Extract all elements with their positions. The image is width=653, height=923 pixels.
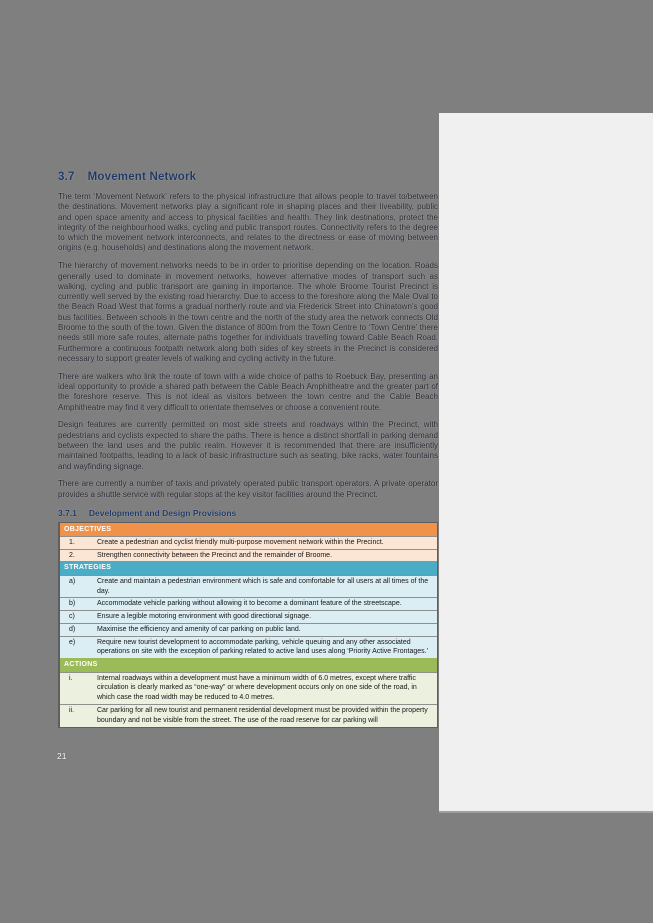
row-number: ii.	[69, 706, 75, 714]
subsection-number: 3.7.1	[58, 507, 77, 518]
provisions-table	[58, 522, 438, 728]
row-text: Car parking for all new tourist and permanent residential development must be provided within the property boundary and not be visible from the street. The use of the road reserve for car parking will	[97, 706, 428, 724]
table-row	[60, 672, 437, 704]
table-row	[60, 575, 437, 598]
paragraph: There are currently a number of taxis and privately operated public transport operators. A private operator provides a shuttle service with regular stops at the key visitor facilities around the Precinct.	[58, 479, 438, 499]
row-text: Require new tourist development to accommodate parking, vehicle queuing and any other associated operations on site with the exception of parking related to active land uses along ‘Priority Active Frontages.’	[97, 638, 429, 656]
table-row	[60, 623, 437, 636]
row-number: 2.	[69, 551, 75, 559]
subsection-heading	[58, 508, 438, 518]
row-number: e)	[69, 638, 76, 646]
section-number: 3.7	[58, 171, 75, 183]
paragraph: The hierarchy of movement networks needs to be in order to prioritise depending on the location. Roads generally used to dominate in movement networks, however alternative modes of transport such as walking, cycling and public transport are gaining in importance. The whole Broome Tourist Precinct is currently well served by the existing road hierarchy. Due to access to the foreshore along the Male Oval to the Beach Road West that forms a gradual northerly route and via Frederick Street into Chinatown’s good bus facilities. Between schools in the town centre and the north of the study area the network connects Old Broome to the south of the town. Given the distance of 800m from the Town Centre to ‘Town Centre’ there needs still more safe routes, alternate paths together for individuals travelling toward Cable Beach Road. Furthermore a continuous footpath network along both sides of key streets in the Precinct is considered necessary to support greater levels of walking and cycling activity in the future.	[58, 261, 438, 363]
row-text: Create a pedestrian and cyclist friendly multi-purpose movement network within the Precinct.	[97, 538, 384, 546]
row-number: i.	[69, 674, 73, 682]
document-page-content	[58, 171, 438, 728]
row-text: Maximise the efficiency and amenity of car parking on public land.	[97, 625, 301, 633]
paragraph: There are walkers who link the route of town with a wide choice of paths to Roebuck Bay, presenting an ideal opportunity to provide a shared path between the Cable Beach Amphitheatre and the greater part of the foreshore reserve. This is not ideal as visitors between the town centre and the Cable Beach Amphitheatre may find it very difficult to orientate themselves or choose a convenient route.	[58, 371, 438, 412]
subsection-title: Development and Design Provisions	[88, 507, 237, 518]
row-number: 1.	[69, 538, 75, 546]
row-text: Strengthen connectivity between the Precinct and the remainder of Broome.	[97, 551, 333, 559]
table-header-strategies: STRATEGIES	[60, 561, 437, 574]
paragraph: The term ‘Movement Network’ refers to the physical infrastructure that allows people to travel to/between the destinations. Movement networks play a significant role in shaping places and their liveability, public and open space amenity and access to physical facilities and health. They link destinations, protect the integrity of the neighbourhood walks, cycling and public transport routes. Connectivity refers to the degree to which the movement network interconnects, and relates to the directness or ease of moving between origins (e.g. households) and destinations along the movement network.	[58, 192, 438, 253]
blank-panel	[439, 113, 653, 811]
table-row	[60, 549, 437, 562]
row-text: Accommodate vehicle parking without allowing it to become a dominant feature of the streetscape.	[97, 600, 402, 608]
table-row	[60, 597, 437, 610]
table-row	[60, 636, 437, 659]
row-number: d)	[69, 625, 76, 633]
section-heading	[58, 171, 438, 183]
page-number: 21	[57, 751, 67, 761]
table-header-actions: ACTIONS	[60, 658, 437, 671]
row-text: Create and maintain a pedestrian environment which is safe and comfortable for all users at all times of the day.	[97, 577, 429, 595]
section-title: Movement Network	[87, 171, 197, 183]
table-row	[60, 704, 437, 727]
row-number: b)	[69, 600, 76, 608]
table-header-objectives: OBJECTIVES	[60, 523, 437, 536]
row-number: a)	[69, 577, 76, 585]
row-text: Ensure a legible motoring environment with good directional signage.	[97, 613, 312, 621]
paragraph: Design features are currently permitted on most side streets and roadways within the Precinct, with pedestrians and cyclists expected to share the paths. There is hence a distinct shortfall in parking demand between the land uses and the public realm. However it is recommended that there are insufficiently maintained footpaths, leading to a lack of basic infrastructure such as seating, bike racks, water fountains and wayfinding signage.	[58, 420, 438, 471]
table-row	[60, 610, 437, 623]
row-text: Internal roadways within a development must have a minimum width of 6.0 metres, except where traffic circulation is clearly marked as “one-way” or where development occurs only on one side of the road, in which case the road width may be reduced to 4.0 metres.	[97, 674, 417, 702]
row-number: c)	[69, 613, 75, 621]
table-row	[60, 536, 437, 549]
